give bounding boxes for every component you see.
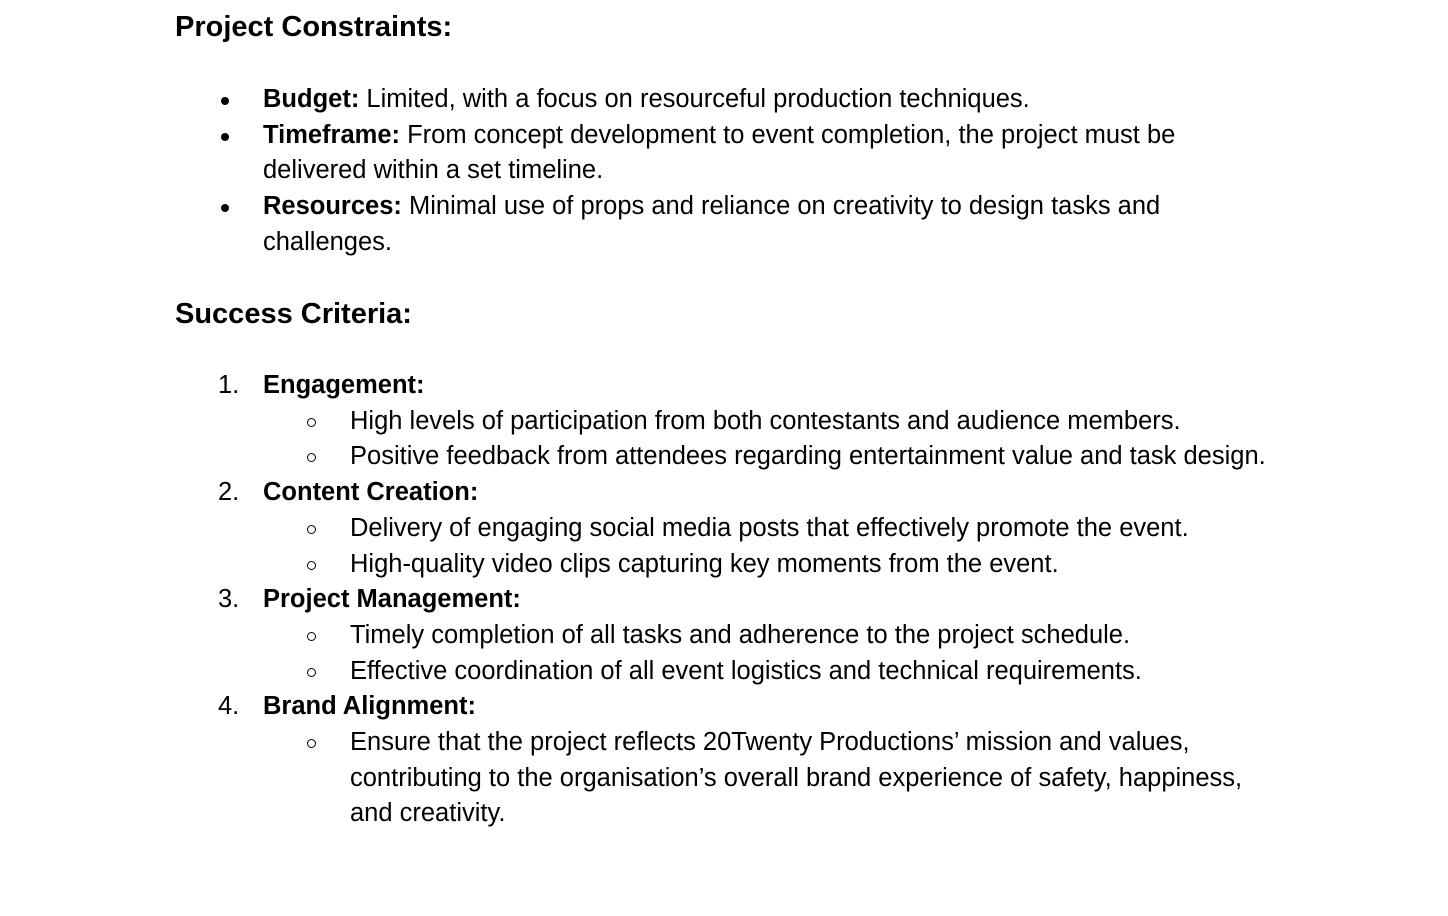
budget-text: Limited, with a focus on resourceful production techniques. <box>359 85 1030 113</box>
item-number: 4. <box>218 692 240 721</box>
bullet-icon <box>221 204 229 212</box>
sub-list-item <box>350 439 1275 475</box>
sub-list <box>350 618 1275 689</box>
circle-bullet-icon <box>307 418 316 427</box>
timeframe-text: From concept development to event completion, the project must be delivered within a set timeline. <box>263 120 1176 185</box>
sub-list-item <box>350 547 1275 583</box>
success-criteria-list <box>175 368 1275 832</box>
circle-bullet-icon <box>307 453 316 462</box>
list-item <box>175 118 1255 189</box>
budget-label: Budget: <box>263 85 360 113</box>
sub-list <box>350 725 1275 832</box>
bullet-icon <box>221 133 229 141</box>
sub-item-text: Effective coordination of all event logistics and technical requirements. <box>350 656 1142 685</box>
circle-bullet-icon <box>307 525 316 534</box>
criteria-item-engagement <box>175 368 1275 475</box>
sub-list-item <box>350 725 1275 832</box>
sub-item-text: Ensure that the project reflects 20Twenty Productions’ mission and values, contributing to the organisation’s overall brand experience of safety, happiness, and creativity. <box>350 728 1243 828</box>
timeframe-label: Timeframe: <box>263 120 401 149</box>
circle-bullet-icon <box>307 739 316 748</box>
sub-item-text: High levels of participation from both contestants and audience members. <box>350 406 1181 435</box>
success-criteria-heading: Success Criteria: <box>175 298 412 330</box>
list-item <box>175 189 1255 260</box>
circle-bullet-icon <box>307 632 316 641</box>
circle-bullet-icon <box>307 561 316 570</box>
criteria-label: Engagement: <box>263 371 425 399</box>
item-number: 2. <box>218 478 240 507</box>
criteria-item-project-management <box>175 582 1275 689</box>
resources-text: Minimal use of props and reliance on creativity to design tasks and challenges. <box>263 192 1161 256</box>
sub-item-text: High-quality video clips capturing key moments from the event. <box>350 549 1059 578</box>
criteria-item-content-creation <box>175 475 1275 582</box>
resources-label: Resources: <box>263 192 402 221</box>
criteria-label: Content Creation: <box>263 478 479 507</box>
circle-bullet-icon <box>307 668 316 677</box>
constraints-list <box>175 82 1255 261</box>
sub-list-item <box>350 618 1275 654</box>
sub-list-item <box>350 654 1275 690</box>
criteria-item-brand-alignment <box>175 689 1275 832</box>
sub-item-text: Timely completion of all tasks and adherence to the project schedule. <box>350 620 1131 649</box>
criteria-label: Project Management: <box>263 585 521 614</box>
criteria-label: Brand Alignment: <box>263 692 476 721</box>
sub-list <box>350 404 1275 475</box>
sub-list-item <box>350 404 1275 440</box>
bullet-icon <box>221 97 229 105</box>
sub-list <box>350 511 1275 582</box>
project-constraints-heading: Project Constraints: <box>175 11 453 43</box>
item-number: 3. <box>218 585 240 614</box>
sub-item-text: Positive feedback from attendees regarding entertainment value and task design. <box>350 442 1266 471</box>
sub-item-text: Delivery of engaging social media posts that effectively promote the event. <box>350 513 1189 542</box>
item-number: 1. <box>218 371 240 399</box>
sub-list-item <box>350 511 1275 547</box>
list-item <box>175 82 1255 118</box>
